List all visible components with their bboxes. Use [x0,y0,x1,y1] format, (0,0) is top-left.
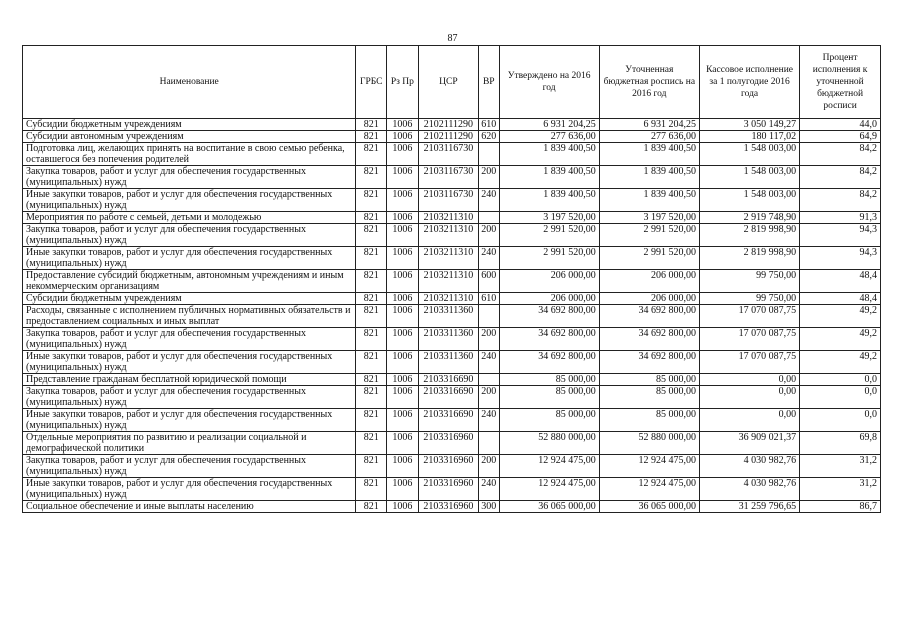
row-csr: 2102111290 [418,131,478,143]
row-approved: 85 000,00 [499,409,599,432]
row-approved: 206 000,00 [499,293,599,305]
row-rzpr: 1006 [387,386,419,409]
row-csr: 2103316960 [418,432,478,455]
row-vr [479,374,499,386]
row-refined: 3 197 520,00 [599,212,699,224]
row-vr [479,143,499,166]
row-grbs: 821 [356,247,387,270]
table-row [23,328,881,351]
row-approved: 34 692 800,00 [499,351,599,374]
row-csr: 2103316690 [418,374,478,386]
row-approved: 85 000,00 [499,374,599,386]
header-grbs: ГРБС [356,46,387,119]
row-grbs: 821 [356,189,387,212]
row-refined: 206 000,00 [599,270,699,293]
row-refined: 1 839 400,50 [599,189,699,212]
row-percent: 0,0 [800,374,881,386]
table-row [23,455,881,478]
row-vr: 200 [479,455,499,478]
row-grbs: 821 [356,293,387,305]
row-vr: 240 [479,351,499,374]
row-refined: 12 924 475,00 [599,455,699,478]
row-name: Закупка товаров, работ и услуг для обеспечения государственных (муниципальных) нужд [23,455,356,478]
row-name: Закупка товаров, работ и услуг для обеспечения государственных (муниципальных) нужд [23,328,356,351]
table-row [23,501,881,513]
table-row [23,131,881,143]
row-vr: 240 [479,478,499,501]
row-grbs: 821 [356,224,387,247]
row-cash: 2 819 998,90 [699,247,799,270]
row-rzpr: 1006 [387,131,419,143]
row-csr: 2103311360 [418,305,478,328]
row-cash: 99 750,00 [699,270,799,293]
row-cash: 17 070 087,75 [699,305,799,328]
row-refined: 2 991 520,00 [599,247,699,270]
row-name: Социальное обеспечение и иные выплаты населению [23,501,356,513]
row-vr [479,212,499,224]
row-rzpr: 1006 [387,374,419,386]
row-approved: 1 839 400,50 [499,166,599,189]
page-number: 87 [447,33,458,44]
row-percent: 84,2 [800,143,881,166]
row-rzpr: 1006 [387,455,419,478]
row-vr [479,432,499,455]
row-grbs: 821 [356,374,387,386]
row-rzpr: 1006 [387,328,419,351]
table-row [23,305,881,328]
row-percent: 0,0 [800,409,881,432]
row-refined: 206 000,00 [599,293,699,305]
row-percent: 0,0 [800,386,881,409]
row-percent: 31,2 [800,478,881,501]
row-cash: 1 548 003,00 [699,143,799,166]
row-approved: 34 692 800,00 [499,305,599,328]
row-rzpr: 1006 [387,293,419,305]
row-grbs: 821 [356,270,387,293]
row-cash: 4 030 982,76 [699,455,799,478]
row-percent: 86,7 [800,501,881,513]
row-vr: 610 [479,119,499,131]
row-csr: 2103211310 [418,270,478,293]
row-name: Иные закупки товаров, работ и услуг для обеспечения государственных (муниципальных) нужд [23,351,356,374]
row-cash: 0,00 [699,386,799,409]
row-grbs: 821 [356,143,387,166]
row-rzpr: 1006 [387,189,419,212]
row-percent: 48,4 [800,293,881,305]
row-refined: 34 692 800,00 [599,351,699,374]
row-name: Иные закупки товаров, работ и услуг для обеспечения государственных (муниципальных) нужд [23,478,356,501]
table-row [23,212,881,224]
row-rzpr: 1006 [387,305,419,328]
table-row [23,247,881,270]
row-grbs: 821 [356,212,387,224]
row-vr: 620 [479,131,499,143]
row-percent: 49,2 [800,351,881,374]
row-percent: 48,4 [800,270,881,293]
row-refined: 85 000,00 [599,374,699,386]
row-cash: 99 750,00 [699,293,799,305]
row-rzpr: 1006 [387,119,419,131]
row-csr: 2103316690 [418,409,478,432]
row-vr: 610 [479,293,499,305]
row-vr: 240 [479,409,499,432]
row-refined: 1 839 400,50 [599,143,699,166]
table-row [23,189,881,212]
row-refined: 52 880 000,00 [599,432,699,455]
row-name: Иные закупки товаров, работ и услуг для обеспечения государственных (муниципальных) нужд [23,247,356,270]
row-percent: 91,3 [800,212,881,224]
table-row [23,166,881,189]
row-csr: 2103211310 [418,224,478,247]
table-header [23,46,881,119]
row-vr: 240 [479,247,499,270]
row-percent: 94,3 [800,224,881,247]
row-approved: 52 880 000,00 [499,432,599,455]
row-csr: 2103211310 [418,247,478,270]
row-grbs: 821 [356,409,387,432]
row-grbs: 821 [356,455,387,478]
row-percent: 44,0 [800,119,881,131]
row-grbs: 821 [356,328,387,351]
row-vr [479,305,499,328]
row-vr: 240 [479,189,499,212]
row-grbs: 821 [356,478,387,501]
row-rzpr: 1006 [387,143,419,166]
row-cash: 1 548 003,00 [699,166,799,189]
table-row [23,143,881,166]
row-rzpr: 1006 [387,166,419,189]
row-approved: 3 197 520,00 [499,212,599,224]
table-row [23,478,881,501]
row-rzpr: 1006 [387,501,419,513]
row-rzpr: 1006 [387,212,419,224]
table-row [23,409,881,432]
row-cash: 17 070 087,75 [699,328,799,351]
row-name: Субсидии бюджетным учреждениям [23,293,356,305]
row-cash: 0,00 [699,409,799,432]
row-refined: 12 924 475,00 [599,478,699,501]
row-refined: 277 636,00 [599,131,699,143]
row-csr: 2103316960 [418,455,478,478]
row-rzpr: 1006 [387,270,419,293]
table-row [23,270,881,293]
table-body [23,119,881,513]
row-vr: 200 [479,166,499,189]
row-name: Субсидии бюджетным учреждениям [23,119,356,131]
row-name: Расходы, связанные с исполнением публичных нормативных обязательств и предоставлением социальных и иных выплат [23,305,356,328]
row-csr: 2103316960 [418,501,478,513]
row-grbs: 821 [356,119,387,131]
row-name: Мероприятия по работе с семьей, детьми и молодежью [23,212,356,224]
header-csr: ЦСР [418,46,478,119]
row-name: Иные закупки товаров, работ и услуг для обеспечения государственных (муниципальных) нужд [23,409,356,432]
row-refined: 34 692 800,00 [599,328,699,351]
row-percent: 69,8 [800,432,881,455]
row-approved: 277 636,00 [499,131,599,143]
row-cash: 2 919 748,90 [699,212,799,224]
row-approved: 2 991 520,00 [499,224,599,247]
row-approved: 12 924 475,00 [499,455,599,478]
header-name: Наименование [23,46,356,119]
header-cash: Кассовое исполнение за 1 полугодие 2016 года [699,46,799,119]
row-percent: 64,9 [800,131,881,143]
row-vr: 200 [479,386,499,409]
header-approved: Утверждено на 2016 год [499,46,599,119]
row-name: Представление гражданам бесплатной юридической помощи [23,374,356,386]
row-rzpr: 1006 [387,432,419,455]
row-approved: 34 692 800,00 [499,328,599,351]
table-row [23,119,881,131]
header-percent: Процент исполнения к уточненной бюджетной росписи [800,46,881,119]
row-approved: 1 839 400,50 [499,189,599,212]
row-refined: 34 692 800,00 [599,305,699,328]
budget-execution-table [22,45,881,513]
row-csr: 2103116730 [418,166,478,189]
row-name: Закупка товаров, работ и услуг для обеспечения государственных (муниципальных) нужд [23,224,356,247]
row-cash: 4 030 982,76 [699,478,799,501]
row-approved: 85 000,00 [499,386,599,409]
row-refined: 2 991 520,00 [599,224,699,247]
table-row [23,351,881,374]
row-name: Отдельные мероприятия по развитию и реализации социальной и демографической политики [23,432,356,455]
row-csr: 2103211310 [418,293,478,305]
row-rzpr: 1006 [387,478,419,501]
row-rzpr: 1006 [387,247,419,270]
header-rzpr: Рз Пр [387,46,419,119]
row-name: Субсидии автономным учреждениям [23,131,356,143]
row-approved: 36 065 000,00 [499,501,599,513]
row-grbs: 821 [356,501,387,513]
row-csr: 2103211310 [418,212,478,224]
row-percent: 84,2 [800,166,881,189]
row-percent: 49,2 [800,305,881,328]
row-refined: 6 931 204,25 [599,119,699,131]
row-csr: 2103316690 [418,386,478,409]
row-grbs: 821 [356,131,387,143]
row-approved: 206 000,00 [499,270,599,293]
row-percent: 94,3 [800,247,881,270]
table-row [23,224,881,247]
row-approved: 12 924 475,00 [499,478,599,501]
row-refined: 1 839 400,50 [599,166,699,189]
row-name: Предоставление субсидий бюджетным, автономным учреждениям и иным некоммерческим организациям [23,270,356,293]
row-vr: 300 [479,501,499,513]
row-grbs: 821 [356,351,387,374]
row-cash: 3 050 149,27 [699,119,799,131]
row-percent: 49,2 [800,328,881,351]
row-rzpr: 1006 [387,224,419,247]
row-refined: 85 000,00 [599,386,699,409]
row-refined: 85 000,00 [599,409,699,432]
row-grbs: 821 [356,166,387,189]
row-cash: 1 548 003,00 [699,189,799,212]
row-csr: 2103316960 [418,478,478,501]
table-row [23,386,881,409]
row-name: Закупка товаров, работ и услуг для обеспечения государственных (муниципальных) нужд [23,386,356,409]
row-csr: 2103116730 [418,143,478,166]
row-vr: 600 [479,270,499,293]
row-rzpr: 1006 [387,351,419,374]
row-cash: 180 117,02 [699,131,799,143]
row-grbs: 821 [356,305,387,328]
row-csr: 2103311360 [418,328,478,351]
row-approved: 6 931 204,25 [499,119,599,131]
row-rzpr: 1006 [387,409,419,432]
table-row [23,374,881,386]
row-name: Подготовка лиц, желающих принять на воспитание в свою семью ребенка, оставшегося без попечения родителей [23,143,356,166]
header-vr: ВР [479,46,499,119]
row-vr: 200 [479,328,499,351]
row-percent: 84,2 [800,189,881,212]
row-percent: 31,2 [800,455,881,478]
table-row [23,432,881,455]
row-cash: 2 819 998,90 [699,224,799,247]
row-grbs: 821 [356,432,387,455]
row-refined: 36 065 000,00 [599,501,699,513]
table-row [23,293,881,305]
row-csr: 2103116730 [418,189,478,212]
row-cash: 31 259 796,65 [699,501,799,513]
row-approved: 1 839 400,50 [499,143,599,166]
row-name: Закупка товаров, работ и услуг для обеспечения государственных (муниципальных) нужд [23,166,356,189]
row-csr: 2103311360 [418,351,478,374]
row-grbs: 821 [356,386,387,409]
row-cash: 0,00 [699,374,799,386]
row-approved: 2 991 520,00 [499,247,599,270]
row-cash: 36 909 021,37 [699,432,799,455]
row-name: Иные закупки товаров, работ и услуг для обеспечения государственных (муниципальных) нужд [23,189,356,212]
row-csr: 2102111290 [418,119,478,131]
header-refined: Уточненная бюджетная роспись на 2016 год [599,46,699,119]
row-cash: 17 070 087,75 [699,351,799,374]
row-vr: 200 [479,224,499,247]
